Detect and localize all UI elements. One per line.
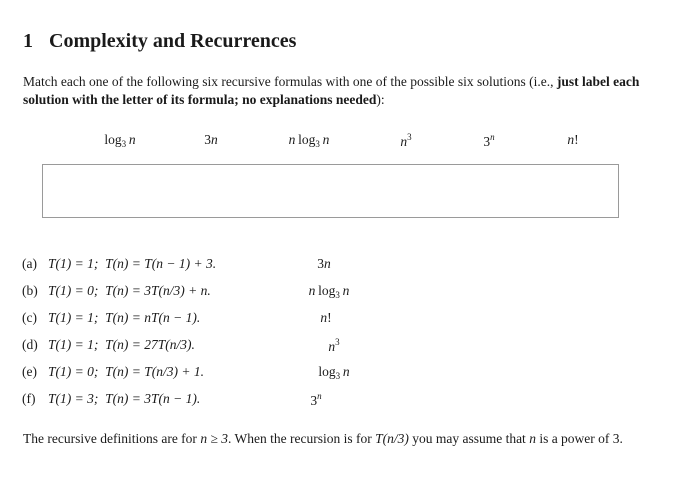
section-heading [23, 30, 296, 53]
recurrence-base-case: T(1) = 1; [48, 337, 99, 352]
solution-n-cubed: $n^3$ [400, 132, 412, 149]
recurrence-formula: T(n) = 3T(n − 1). [105, 391, 201, 406]
recurrence-row-d [22, 337, 195, 353]
recurrence-label: (e) [22, 364, 37, 379]
answer-box[interactable] [42, 164, 619, 218]
solution-3n: 3n [204, 132, 218, 147]
section-number: 1 [23, 30, 33, 52]
recurrence-solution-a: 3n [317, 256, 331, 271]
footnote-paragraph: The recursive definitions are for n ≥ 3. When the recursion is for T(n/3) you may assume that n is a power of 3. [23, 431, 623, 446]
recurrence-row-b [22, 283, 211, 299]
solution-nlog3n: n $\log_3 n$ [288, 132, 330, 149]
recurrence-formula: T(n) = 3T(n/3) + n. [105, 283, 211, 298]
recurrence-solution-e: $\log_3 n$ [318, 364, 350, 381]
recurrence-label: (f) [22, 391, 36, 406]
recurrence-row-c [22, 310, 200, 326]
recurrence-row-e [22, 364, 204, 380]
instructions-paragraph [23, 73, 673, 109]
recurrence-solution-f: 3$^n$ [310, 391, 322, 408]
recurrence-row-f [22, 391, 200, 407]
recurrence-formula: T(n) = T(n/3) + 1. [105, 364, 204, 379]
recurrence-solution-b: n $\log_3 n$ [308, 283, 350, 300]
recurrence-base-case: T(1) = 1; [48, 256, 99, 271]
instructions-text: Match each one of the following six recursive formulas with one of the possible six solutions (i.e., [23, 74, 557, 89]
instructions-bold-text: just label each solution with the letter of its formula; no explanations needed [23, 74, 640, 107]
recurrence-base-case: T(1) = 3; [48, 391, 99, 406]
recurrence-label: (b) [22, 283, 38, 298]
recurrence-label: (d) [22, 337, 38, 352]
recurrence-row-a [22, 256, 216, 272]
instructions-end: ): [376, 92, 385, 107]
recurrence-label: (a) [22, 256, 37, 271]
recurrence-solution-d: $n^3$ [328, 337, 340, 354]
recurrence-formula: T(n) = T(n − 1) + 3. [105, 256, 217, 271]
recurrence-formula: T(n) = nT(n − 1). [105, 310, 201, 325]
recurrence-solution-c: n! [320, 310, 332, 325]
solution-log3n: $\log_3 n$ [104, 132, 136, 149]
recurrence-formula: T(n) = 27T(n/3). [105, 337, 195, 352]
solution-n-factorial: n! [567, 132, 579, 147]
recurrence-base-case: T(1) = 0; [48, 364, 99, 379]
recurrence-base-case: T(1) = 1; [48, 310, 99, 325]
recurrence-base-case: T(1) = 0; [48, 283, 99, 298]
section-title: Complexity and Recurrences [49, 30, 297, 52]
recurrence-label: (c) [22, 310, 37, 325]
solution-3-pow-n: 3$^n$ [483, 132, 495, 149]
